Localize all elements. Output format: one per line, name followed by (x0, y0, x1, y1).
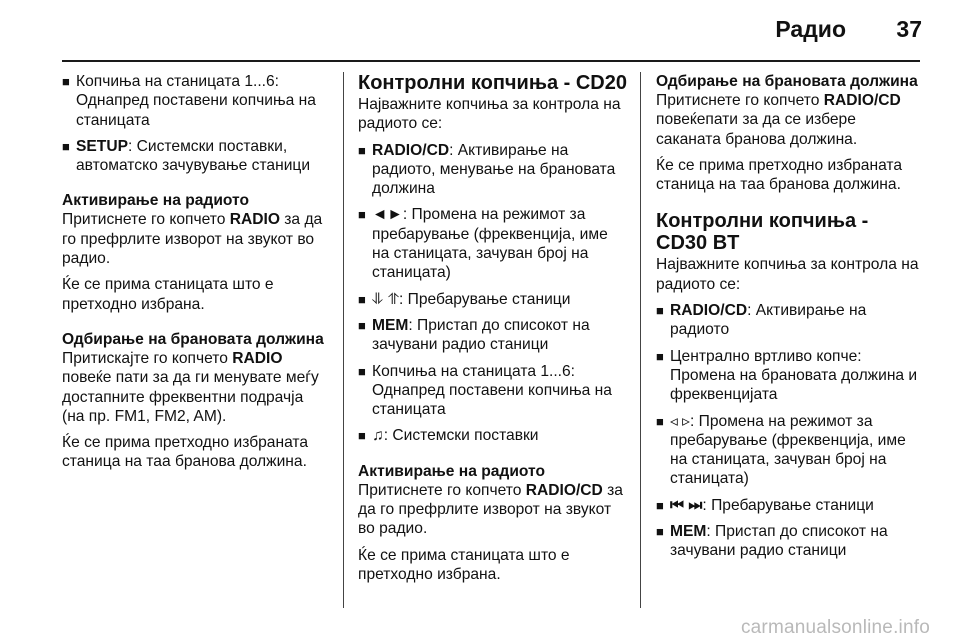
paragraph: Ќе се прима претходно избраната станица на таа бранова должина. (656, 156, 903, 194)
bullet-item (358, 141, 628, 199)
bullet-text: Копчиња на станицата 1...6: Однапред поставени копчиња на станицата (372, 362, 612, 419)
bullet-square-icon: ■ (62, 74, 70, 89)
key-label: RADIO/CD (525, 481, 603, 499)
bullet-square-icon: ■ (358, 142, 366, 158)
paragraph: Ќе се прима станицата што е претходно избрана. (358, 546, 570, 583)
bullet-square-icon: ■ (656, 413, 664, 429)
bullet-square-icon: ■ (656, 524, 664, 540)
arrow-keys-icon: ◄► (372, 206, 403, 224)
key-label: MEM (372, 316, 409, 334)
bullet-text: : Пристап до списокот на зачувани радио станици (670, 523, 888, 560)
paragraph: Притискајте го копчето RADIO повеќе пати за да ги менувате меѓу достапните фреквентни подрачја (на пр. FM1, FM2, AM). (62, 349, 319, 425)
bullet-item (358, 290, 628, 309)
paragraph: Притиснете го копчето RADIO/CD повеќепати за да се избере саканата бранова должина. (656, 92, 901, 148)
paragraph: Ќе се прима претходно избраната станица на таа бранова должина. (62, 434, 309, 471)
paragraph: Притиснете го копчето RADIO/CD за да го префрлите изворот на звукот во радио. (358, 481, 623, 538)
section-heading: Активирање на радиото (62, 192, 249, 210)
bullet-square-icon: ■ (62, 138, 70, 154)
skip-buttons-icon: ⏮ ⏭ (670, 496, 703, 514)
bullet-text: : Пристап до списокот на зачувани радио станици (372, 316, 590, 354)
column-3 (656, 72, 922, 568)
key-label: RADIO/CD (372, 141, 450, 159)
bullet-item (656, 412, 922, 489)
bullet-item (62, 137, 330, 176)
bullet-text: : Пребарување станици (702, 496, 874, 514)
bullet-text: : Системски поставки, автоматско зачувување станици (76, 137, 311, 175)
key-label: RADIO (232, 349, 283, 367)
key-label: RADIO (229, 211, 280, 229)
bullet-item (358, 316, 628, 355)
bullet-square-icon: ■ (358, 291, 366, 307)
bullet-item (656, 522, 922, 561)
section-heading: Одбирање на брановата должина (656, 73, 918, 90)
section-title: Контролни копчиња - CD20 (358, 72, 627, 94)
bullet-text: : Активирање на радиото (670, 302, 867, 339)
bullet-item (358, 205, 628, 282)
paragraph: Притиснете го копчето RADIO за да го префрлите изворот на звукот во радио. (62, 211, 323, 268)
bullet-square-icon: ■ (358, 317, 366, 333)
section-title: Контролни копчиња - CD30 BT (656, 210, 869, 255)
section-heading: Активирање на радиото (358, 462, 545, 480)
column-1 (62, 72, 330, 479)
column-divider (343, 72, 344, 608)
column-divider (640, 72, 641, 608)
paragraph: Најважните копчиња за контрола на радиото се: (656, 256, 919, 293)
page-title: Радио (775, 16, 846, 42)
header-rule (62, 60, 920, 62)
watermark: carmanualsonline.info (740, 617, 930, 638)
bullet-text: ◃ ▹: Промена на режимот за пребарување (фреквенција, име на станицата, зачуван број на станицата) (670, 412, 906, 488)
bullet-text: : Промена на режимот за пребарување (фреквенција, име на станицата, зачуван број на станицата) (372, 206, 608, 282)
paragraph: Ќе се прима станицата што е претходно избрана. (62, 276, 274, 313)
bullet-square-icon: ■ (358, 207, 366, 223)
page-number: 37 (896, 16, 922, 42)
bullet-square-icon: ■ (656, 303, 664, 319)
key-label: SETUP (76, 137, 128, 155)
bullet-item (656, 301, 922, 340)
bullet-square-icon: ■ (358, 428, 366, 444)
column-2 (358, 72, 628, 591)
bullet-text: : Активирање на радиото, менување на брановата должина (372, 141, 616, 198)
bullet-item (656, 496, 922, 515)
bullet-text: Копчиња на станицата 1...6: Однапред поставени копчиња на станицата (76, 73, 316, 129)
bullet-square-icon: ■ (656, 348, 664, 364)
bullet-square-icon: ■ (656, 497, 664, 513)
key-label: RADIO/CD (823, 92, 901, 109)
paragraph: Најважните копчиња за контрола на радиото се: (358, 96, 621, 133)
bullet-square-icon: ■ (358, 363, 366, 379)
bullet-item (358, 426, 628, 445)
bullet-text: ⥥ ⥣: Пребарување станици (372, 290, 571, 308)
bullet-item (62, 72, 330, 130)
bullet-text: Централно вртливо копче: Промена на брановата должина и фреквенцијата (670, 347, 918, 404)
bullet-item (656, 347, 922, 405)
bullet-item (358, 362, 628, 420)
bullet-text: ♫: Системски поставки (372, 427, 539, 445)
key-label: RADIO/CD (670, 302, 748, 320)
section-heading: Одбирање на брановата должина (62, 330, 324, 348)
key-label: MEM (670, 523, 707, 541)
